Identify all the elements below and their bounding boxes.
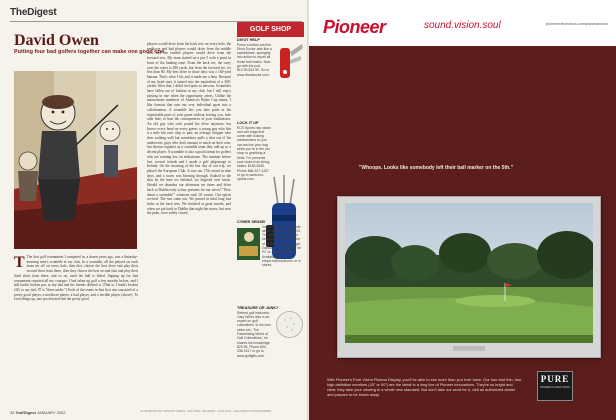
section-logo: TheDigest — [10, 7, 57, 18]
golf-shop-item-body: Press a button and the Divot Doctor acts like a switchblade, springing into action to repair all those ball marks. Now go with the putt. $12.99-$14.99. Go to www.divotdoctor.com. — [237, 42, 272, 77]
golf-ball-image — [275, 310, 304, 339]
photo-credit: ILLUSTRATION BY ANTHONY FREDA · GOLF BAG: JIM WHITE · GOLF BALL: ALEX NI/EYE STATION/CORBIS — [140, 410, 272, 413]
ad-quote: "Whoops. Looks like somebody left their ball marker on the 5th." — [359, 165, 513, 171]
ad-tagline: sound.vision.soul — [424, 20, 501, 31]
golf-shop-item-title: CYBER SENSEI — [237, 220, 266, 224]
golf-shop-item-body: Just in time for those cold winter days is Links 2003. The latest version of the best-selling golf simulator of all time features Sergio Garcia and is available for PC or Xbox. $49.95. Available at shops.microsoft.com or in stores. — [262, 224, 302, 268]
golf-shop-item — [237, 121, 304, 181]
page-footer — [10, 410, 65, 415]
golf-shop-header: GOLF SHOP — [237, 22, 304, 37]
tv-stand — [453, 346, 485, 351]
article-dek: Putting four bad golfers together can make one good one — [14, 49, 165, 55]
golf-shop-sidebar — [237, 38, 304, 408]
pure-logo-text: PURE — [540, 374, 570, 384]
article-headline: David Owen — [14, 32, 99, 49]
page-number: 32 — [10, 410, 15, 415]
article-text-1: The first golf tournament I competed in, a dozen years ago, was a Saturday-morning men's scramble at my club. In a scramble, all the players on each team tee off on every hole, then they choose the best drive and play their second shots from there, then they choose the best second shot and play their third shots from there, and so on, until the ball is holed. Signing up for that tournament required all my courage: I had taken up golf a few months before, and I still hadn't broken par, as my dad and his friends defined it. (That is, I hadn't broken 100, to my dad, 97 is "three under.") Each of the teams in that first one consisted of a pretty good player, a mediocre player, a bad player, and a terrible player (above). To even things up, one pro decreed that the pretty good — [14, 255, 138, 302]
ad-body-copy: With Pioneer's Pure Vision Plasma Display, you'll be able to see more than you ever have. Our four-foot thin, four high-definition monitors (43" or 50") are the latest in a long line of Pioneer innovations. They're so bright and clear, they take your viewing to a whole new standard. But don't take our word for it, visit an authorized dealer and prepare to be blown away. — [327, 377, 522, 397]
issue-date: JANUARY 2002 — [36, 410, 66, 415]
pure-vision-logo — [537, 371, 573, 401]
magazine-name: GolfDigest — [15, 410, 36, 415]
article-column-1 — [14, 255, 138, 405]
golf-shop-item-title: LOCK IT UP — [237, 121, 259, 125]
golf-shop-item-body: Retired golf instructor Gary Wiren also is an expert on golf collectibles. In his new video set, 'The Fascinating World of Golf Collectibles,' he shares his knowledge. $29.95. Phone 800-336-1517 or go to www.golfgifts.com. — [237, 310, 271, 358]
golf-shop-item — [237, 220, 304, 268]
tv-screen-golf-course — [345, 203, 593, 343]
pioneer-advertisement — [309, 0, 616, 420]
ad-header-band — [309, 0, 616, 46]
plasma-tv — [337, 196, 601, 358]
golf-shop-item-title: DIVOT HELP — [237, 38, 260, 42]
golf-shop-item-title: TREASURE OR JUNK? — [237, 306, 279, 310]
drop-cap: T — [14, 255, 25, 271]
ad-url: pioneerelectronics.com/plasmavision — [545, 22, 608, 26]
pure-logo-subtext: PIONEER PLASMA VISION — [540, 386, 570, 389]
article-column-2: players would drive from the back tees on every hole, the mediocre and bad players would drive from the middle tees, and the terrible players would drive from the forward tees. My team started on a par 5 with a pond in front of the landing zone. From the back tee, the carry over the water is 280 yards, but from the forward tee, it's less than 80. My best drive in those days was a 160-yard banana. That's what I hit, and it made me a hero. Because of my head start, it turned into the equivalent of a 300-yarder. After that, I didn't feel quite so nervous. Scrambles have fallen out of fashion at my club, but I still enjoy playing in one when the opportunity arises. Unlike the autonomous members of America's Ryder Cup teams, I like formats that turn our very individual sport into a collaboration. A scramble lets you take pride in the respectable parts of your game without forcing you, hole after hole, to bear the consequences of your weaknesses. An old guy who can't pound his drive anymore, but knows every bend on every green; a young guy who hits it a mile but can't chip or putt; an average chopper who does nothing well but sometimes pulls a shot out of his underwear: guys who don't amount to much on their own, but thrown together as a scramble team they add up to a decent player. A scramble is also a good format for golfers who are running low on enthusiasm. The summer before last, several friends and I made a golf pilgrimage to Ireland. On the morning of the last day of our trip, we played the European Club. It was our 17th round in nine days, and a storm was blowing through. Soaked to the skin by the time we finished, we lingered over lunch. Should we abandon our afternoon tee times and drive back to Dublin early to buy presents for our wives? "How about a scramble?" someone said. Of course. Our spirits revived. The sun came out. We passed in tidal long last holes at the back tees. We finished at great moods, and when we got back to Dublin that night the stores, but now the pubs, were safely closed. — [147, 42, 231, 216]
golfers-illustration — [14, 71, 137, 249]
golf-shop-item — [237, 306, 304, 358]
pioneer-logo: Pioneer — [323, 17, 386, 37]
divot-tool-image — [276, 42, 304, 82]
golf-shop-item-body: ECS Sports has stand and cart bags that come with locking mechanisms so you can anchor your bag while you're in the pro shop or grabbing a drink. For presents your clubs from being stolen. $150-$160. Phone 866-327-2437 or go to www.ecs-sports.com. — [237, 125, 271, 182]
links-game-box-image — [237, 228, 260, 260]
golf-shop-item — [237, 38, 304, 77]
